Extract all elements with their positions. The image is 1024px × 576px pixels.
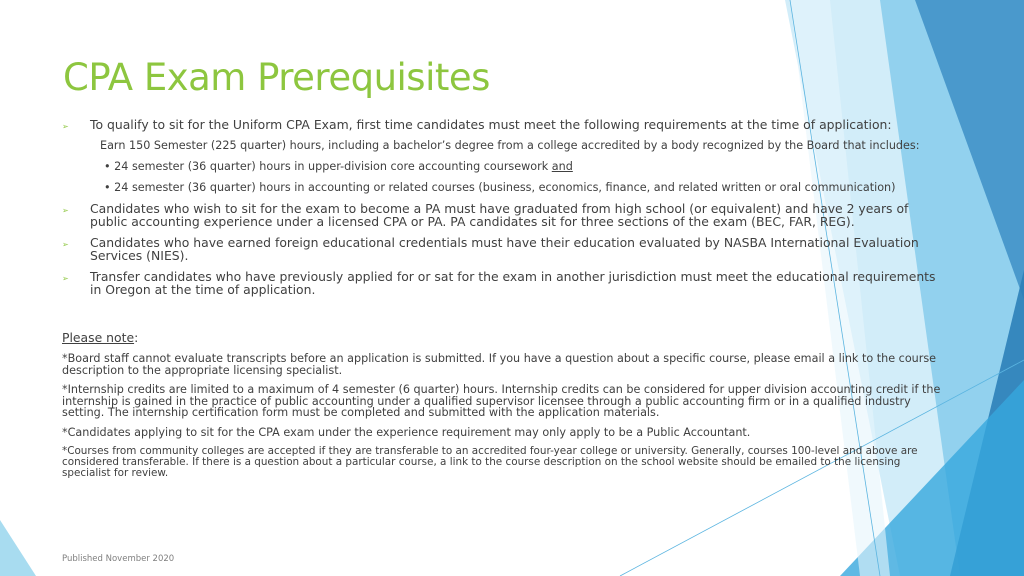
sub-intro: Earn 150 Semester (225 quarter) hours, including a bachelor’s degree from a college accredited by a body recognized by the Board that includes:: [100, 139, 920, 152]
sub-item-text: • 24 semester (36 quarter) hours in upper-division core accounting coursework: [104, 160, 552, 173]
arrow-bullet-icon: ➢: [62, 206, 69, 215]
list-item: [62, 236, 947, 262]
sub-item: • 24 semester (36 quarter) hours in accounting or related courses (business, economics, finance, and related written or oral communication): [104, 181, 896, 194]
notes-heading: [62, 330, 942, 345]
note-paragraph: *Candidates applying to sit for the CPA exam under the experience requirement may only apply to be a Public Accountant.: [62, 425, 751, 439]
notes-section: [62, 330, 942, 487]
bullet-text: Candidates who wish to sit for the exam to become a PA must have graduated from high school (or equivalent) and have 2 years of public accounting experience under a licensed CPA or PA. PA candidates sit for three sections of the exam (BEC, FAR, REG).: [90, 201, 909, 229]
bullet-text: Transfer candidates who have previously applied for or sat for the exam in another jurisdiction must meet the educational requirements in Oregon at the time of application.: [90, 269, 936, 297]
note-paragraph: *Courses from community colleges are accepted if they are transferable to an accredited four-year college or university. Generally, courses 100-level and above are considered transferable. If there is a question about a particular course, a link to the course description on the school website should be emailed to the licensing specialist for review.: [62, 445, 918, 479]
list-item: [62, 202, 947, 228]
arrow-bullet-icon: ➢: [62, 240, 69, 249]
notes-heading-colon: :: [134, 330, 139, 345]
note-paragraph: *Board staff cannot evaluate transcripts before an application is submitted. If you have a question about a specific course, please email a link to the course description to the appropriate licensing specialist.: [62, 352, 937, 377]
bullet-list: [62, 118, 947, 304]
sub-item: [62, 160, 947, 173]
note-paragraph: *Internship credits are limited to a maximum of 4 semester (6 quarter) hours. Internship credits can be considered for upper division accounting credit if the internship is gained in the practice of public accounting under a qualified supervisor licensee through a public accounting firm or in a qualified industry setting. The internship certification form must be completed and submitted with the application materials.: [62, 383, 941, 419]
page-title: CPA Exam Prerequisites: [63, 56, 490, 99]
footer-text: Published November 2020: [62, 554, 175, 564]
underlined-and: and: [551, 160, 573, 173]
notes-heading-label: Please note: [62, 330, 135, 345]
list-item: [62, 118, 947, 131]
list-item: [62, 270, 947, 296]
bullet-text: Candidates who have earned foreign educational credentials must have their education evaluated by NASBA International Evaluation Services (NIES).: [90, 235, 919, 263]
bullet-text: To qualify to sit for the Uniform CPA Exam, first time candidates must meet the following requirements at the time of application:: [90, 117, 892, 132]
arrow-bullet-icon: ➢: [62, 122, 69, 131]
arrow-bullet-icon: ➢: [62, 274, 69, 283]
